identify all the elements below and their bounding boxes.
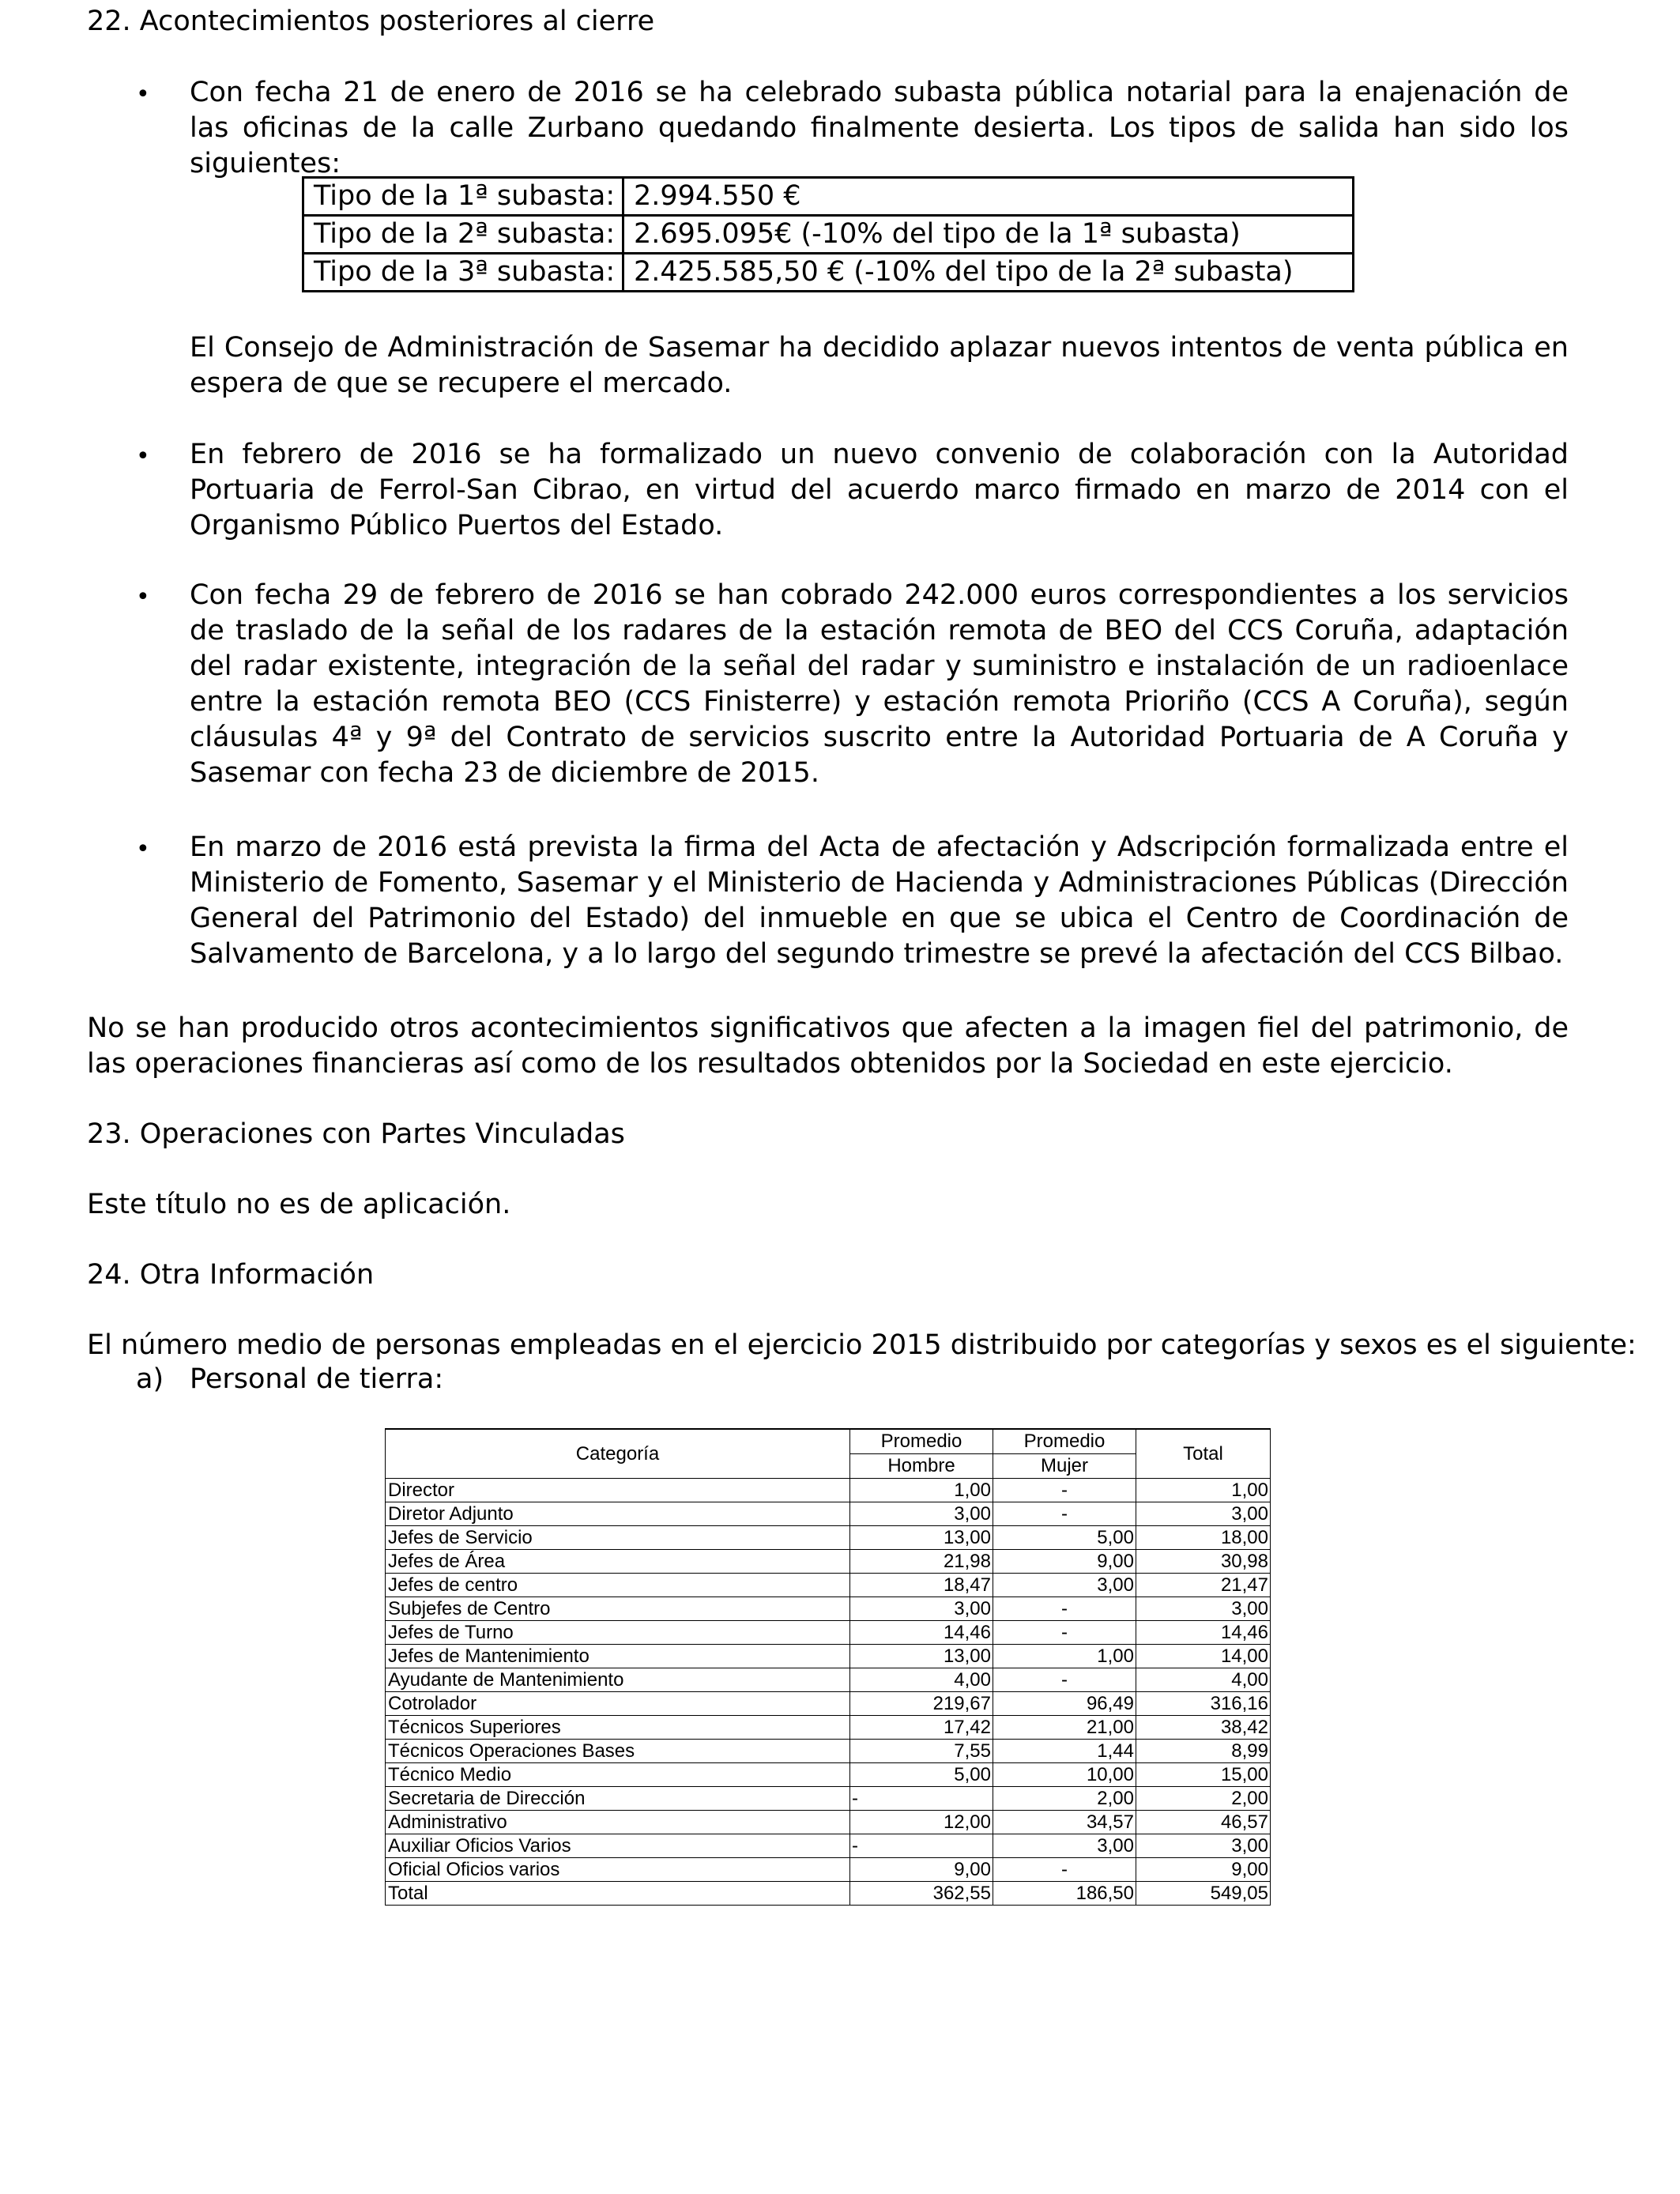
section-24-heading: 24. Otra Información — [87, 1259, 375, 1291]
cell-total: 316,16 — [1136, 1692, 1271, 1716]
table-row — [386, 1834, 1271, 1858]
cell-hombre: 21,98 — [850, 1550, 993, 1574]
header-hombre-bottom: Hombre — [850, 1454, 993, 1479]
cell-categoria: Jefes de Servicio — [386, 1526, 850, 1550]
cell-categoria: Jefes de Área — [386, 1550, 850, 1574]
cell-categoria: Técnicos Superiores — [386, 1716, 850, 1740]
cell-mujer: 96,49 — [993, 1692, 1136, 1716]
cell-hombre: 12,00 — [850, 1811, 993, 1834]
cell-total: 3,00 — [1136, 1834, 1271, 1858]
table-row — [386, 1763, 1271, 1787]
cell-hombre: 5,00 — [850, 1763, 993, 1787]
cell-mujer: 186,50 — [993, 1882, 1136, 1906]
cell-total: 15,00 — [1136, 1763, 1271, 1787]
table-row — [386, 1550, 1271, 1574]
subasta-value: 2.695.095€ (-10% del tipo de la 1ª subasta) — [623, 216, 1354, 254]
subasta-row — [303, 216, 1354, 254]
cell-total: 21,47 — [1136, 1574, 1271, 1597]
list-marker: a) — [136, 1363, 164, 1395]
subasta-value: 2.994.550 € — [623, 178, 1354, 216]
cell-hombre: 3,00 — [850, 1502, 993, 1526]
bullet-cobro-text: Con fecha 29 de febrero de 2016 se han cobrado 242.000 euros correspondientes a los servicios de traslado de la señal de los radares de la estación remota de BEO del CCS Coruña, adaptación del radar existente, integración de la señal del radar y suministro e instalación de un radioenlace entre la estación remota BEO (CCS Finisterre) y estación remota Prioriño (CCS A Coruña), según cláusulas 4ª y 9ª del Contrato de servicios suscrito entre la Autoridad Portuaria de A Coruña y Sasemar con fecha 23 de diciembre de 2015. — [190, 579, 1569, 789]
list-label: Personal de tierra: — [190, 1363, 444, 1395]
cell-hombre: 17,42 — [850, 1716, 993, 1740]
cell-mujer: - — [993, 1668, 1136, 1692]
cell-total: 3,00 — [1136, 1502, 1271, 1526]
table-row — [386, 1716, 1271, 1740]
table-row — [386, 1574, 1271, 1597]
cell-total: 8,99 — [1136, 1740, 1271, 1763]
cell-categoria: Secretaria de Dirección — [386, 1787, 850, 1811]
cell-categoria: Jefes de centro — [386, 1574, 850, 1597]
cell-categoria: Jefes de Mantenimiento — [386, 1645, 850, 1668]
subasta-label: Tipo de la 3ª subasta: — [303, 254, 623, 292]
cell-mujer: - — [993, 1597, 1136, 1621]
cell-mujer: 10,00 — [993, 1763, 1136, 1787]
cell-hombre: 18,47 — [850, 1574, 993, 1597]
table-row — [386, 1692, 1271, 1716]
table-row — [386, 1668, 1271, 1692]
bullet-dot: • — [136, 583, 150, 611]
table-row — [386, 1882, 1271, 1906]
table-row — [386, 1502, 1271, 1526]
table-row — [386, 1787, 1271, 1811]
cell-total: 30,98 — [1136, 1550, 1271, 1574]
subasta-row — [303, 178, 1354, 216]
table-row — [386, 1479, 1271, 1502]
cell-hombre: 219,67 — [850, 1692, 993, 1716]
cell-mujer: - — [993, 1858, 1136, 1882]
header-hombre-top: Promedio — [850, 1429, 993, 1454]
bullet-acta-text: En marzo de 2016 está prevista la firma del Acta de afectación y Adscripción formalizada entre el Ministerio de Fomento, Sasemar y el Ministerio de Hacienda y Administraciones Públicas (Dirección General del Patrimonio del Estado) del inmueble en que se ubica el Centro de Coordinación de Salvamento de Barcelona, y a lo largo del segundo trimestre se prevé la afectación del CCS Bilbao. — [190, 831, 1569, 970]
bullet-dot: • — [136, 835, 150, 863]
cell-total: 9,00 — [1136, 1858, 1271, 1882]
cell-hombre: 1,00 — [850, 1479, 993, 1502]
bullet-subasta-text: Con fecha 21 de enero de 2016 se ha celebrado subasta pública notarial para la enajenación de las oficinas de la calle Zurbano quedando finalmente desierta. Los tipos de salida han sido los siguientes: — [190, 77, 1569, 179]
header-total: Total — [1136, 1429, 1271, 1479]
consejo-text: El Consejo de Administración de Sasemar ha decidido aplazar nuevos intentos de venta pública en espera de que se recupere el mercado. — [190, 332, 1569, 399]
cell-total: 1,00 — [1136, 1479, 1271, 1502]
cell-total: 2,00 — [1136, 1787, 1271, 1811]
cell-categoria: Diretor Adjunto — [386, 1502, 850, 1526]
closing-text: No se han producido otros acontecimientos significativos que afecten a la imagen fiel del patrimonio, de las operaciones financieras así como de los resultados obtenidos por la Sociedad en este ejercicio. — [87, 1012, 1569, 1080]
table-row — [386, 1740, 1271, 1763]
cell-categoria: Técnico Medio — [386, 1763, 850, 1787]
cell-mujer: 3,00 — [993, 1574, 1136, 1597]
cell-total: 46,57 — [1136, 1811, 1271, 1834]
cell-total: 3,00 — [1136, 1597, 1271, 1621]
cell-mujer: 3,00 — [993, 1834, 1136, 1858]
cell-mujer: - — [993, 1479, 1136, 1502]
cell-mujer: - — [993, 1621, 1136, 1645]
cell-total: 4,00 — [1136, 1668, 1271, 1692]
table-row — [386, 1621, 1271, 1645]
cell-mujer: 2,00 — [993, 1787, 1136, 1811]
cell-total: 14,46 — [1136, 1621, 1271, 1645]
subasta-label: Tipo de la 2ª subasta: — [303, 216, 623, 254]
cell-mujer: 21,00 — [993, 1716, 1136, 1740]
bullet-dot: • — [136, 443, 150, 470]
subasta-row — [303, 254, 1354, 292]
table-row — [386, 1597, 1271, 1621]
subasta-table — [302, 176, 1354, 292]
cell-categoria: Auxiliar Oficios Varios — [386, 1834, 850, 1858]
table-row — [386, 1645, 1271, 1668]
cell-mujer: 5,00 — [993, 1526, 1136, 1550]
cell-categoria: Oficial Oficios varios — [386, 1858, 850, 1882]
header-categoria: Categoría — [386, 1429, 850, 1479]
table-row — [386, 1811, 1271, 1834]
section-22-heading: 22. Acontecimientos posteriores al cierre — [87, 6, 655, 37]
section-24-intro: El número medio de personas empleadas en el ejercicio 2015 distribuido por categorías y sexos es el siguiente: — [87, 1329, 1637, 1361]
cell-hombre: - — [850, 1834, 993, 1858]
subasta-label: Tipo de la 1ª subasta: — [303, 178, 623, 216]
personal-tierra-table — [385, 1428, 1271, 1906]
subasta-value: 2.425.585,50 € (-10% del tipo de la 2ª subasta) — [623, 254, 1354, 292]
cell-mujer: 1,00 — [993, 1645, 1136, 1668]
header-mujer-bottom: Mujer — [993, 1454, 1136, 1479]
table-row — [386, 1858, 1271, 1882]
cell-categoria: Administrativo — [386, 1811, 850, 1834]
cell-categoria: Director — [386, 1479, 850, 1502]
cell-categoria: Cotrolador — [386, 1692, 850, 1716]
cell-hombre: 13,00 — [850, 1645, 993, 1668]
cell-total: 38,42 — [1136, 1716, 1271, 1740]
cell-mujer: 34,57 — [993, 1811, 1136, 1834]
cell-mujer: 1,44 — [993, 1740, 1136, 1763]
cell-hombre: 362,55 — [850, 1882, 993, 1906]
cell-categoria: Total — [386, 1882, 850, 1906]
cell-categoria: Jefes de Turno — [386, 1621, 850, 1645]
cell-categoria: Técnicos Operaciones Bases — [386, 1740, 850, 1763]
bullet-dot: • — [136, 81, 150, 108]
section-23-heading: 23. Operaciones con Partes Vinculadas — [87, 1118, 625, 1150]
section-23-text: Este título no es de aplicación. — [87, 1189, 511, 1220]
table-row — [386, 1526, 1271, 1550]
cell-total: 549,05 — [1136, 1882, 1271, 1906]
cell-categoria: Ayudante de Mantenimiento — [386, 1668, 850, 1692]
cell-hombre: 14,46 — [850, 1621, 993, 1645]
cell-hombre: 4,00 — [850, 1668, 993, 1692]
cell-hombre: - — [850, 1787, 993, 1811]
cell-hombre: 13,00 — [850, 1526, 993, 1550]
cell-total: 18,00 — [1136, 1526, 1271, 1550]
bullet-convenio-text: En febrero de 2016 se ha formalizado un nuevo convenio de colaboración con la Autoridad Portuaria de Ferrol-San Cibrao, en virtud del acuerdo marco firmado en marzo de 2014 con el Organismo Público Puertos del Estado. — [190, 439, 1569, 541]
header-mujer-top: Promedio — [993, 1429, 1136, 1454]
cell-total: 14,00 — [1136, 1645, 1271, 1668]
cell-mujer: - — [993, 1502, 1136, 1526]
cell-hombre: 9,00 — [850, 1858, 993, 1882]
cell-categoria: Subjefes de Centro — [386, 1597, 850, 1621]
cell-mujer: 9,00 — [993, 1550, 1136, 1574]
cell-hombre: 3,00 — [850, 1597, 993, 1621]
cell-hombre: 7,55 — [850, 1740, 993, 1763]
